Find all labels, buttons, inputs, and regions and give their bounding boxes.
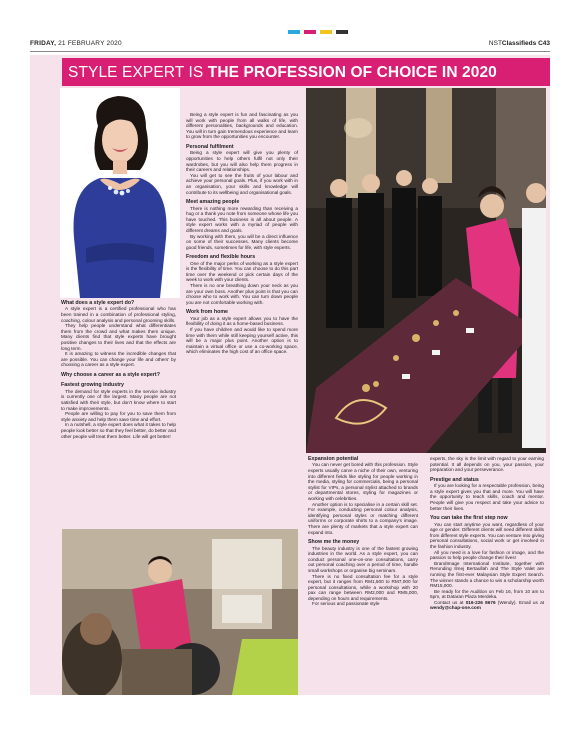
section-label: NSTClassifieds C43 [488,40,550,47]
header-rule [30,51,550,52]
page-header [30,30,550,50]
paragraph: One of the major perks of working as a style expert is the flexibility of time. You can choose to do this part time over the weekend or pick certain days of the week to work with your clients. [186,260,298,283]
heading-expansion-potential: Expansion potential [308,456,359,462]
heading-freedom-flexible-hours: Freedom and flexible hours [186,254,256,261]
paragraph: A style expert is a certified professional who has been trained in a combination of professional styling, coaching, colour analysis and personal grooming skills. [61,306,176,323]
paragraph: There is nothing more rewarding than receiving a hug or a thank you note from someone whose life you have touched. This business is all about people. A style expert works with a myriad of people with different dreams and goals. [186,205,298,233]
paragraph: You can never get bored with this profession. Style experts usually carve a niche of their own, venturing into different fields like styling for people working in the media, styling for commercials, being a personal stylist for VIPs, a personal stylist attached to brands or departmental stores, styling for magazines or working with celebrities. [308,462,418,501]
paragraph: The beauty industry is one of the fastest growing industries in the world. As a style expert, you can conduct personal one-on-one consultations, carry out personal coaching over a period of time, handle small workshops or organise big seminars. [308,545,418,573]
headline: STYLE EXPERT IS THE PROFESSION OF CHOICE IN 2020 [68,64,497,81]
heading-personal-fulfilment: Personal fulfilment [186,143,234,150]
paragraph: All you need is a love for fashion or image, and the passion to help people change their lives! [430,549,544,561]
swatch-yellow [320,30,332,34]
paragraph: Your job as a style expert allows you to have the flexibility of doing it as a home-based business. [186,315,298,327]
paragraph: For serious and passionate style [312,601,380,607]
classroom-photo [62,529,298,695]
column-1 [61,300,176,439]
heading-work-from-home: Work from home [186,309,228,316]
heading-show-me-the-money: Show me the money [308,539,360,546]
heading-prestige-and-status: Prestige and status [430,476,479,483]
paragraph: There is no one breathing down your neck as you are your own boss. Another plus point is that you can choose who to work with. You can turn down people you are not comfortable working with. [186,283,298,305]
event-photo [306,88,546,453]
headline-banner [62,58,550,86]
paragraph: Another option is to specialise in a certain skill set. For example, conducting personal colour analysis, identifying personal styles or matching different uniforms or corporate shirts to a company's image. There are plenty of markets that a style expert can expand into. [308,501,418,535]
swatch-magenta [304,30,316,34]
paragraph: If you have children and would like to spend more time with them while still keeping yourself active, this will be a major plus point. Another option is to maintain a virtual office or use a co-working space, which eliminates the high cost of an office space. [186,327,298,355]
paragraph: If you are looking for a respectable profession, being a style expert gives you that and more. You will have the opportunity to teach skills, coach and mentor. People will give you respect and take your advice to better their lives. [430,483,544,511]
paragraph: There is no fixed consultation fee for a style expert, but it ranges from RM1,500 to RM7,000 for personal consultations, while a workshop with 20 pax can range between RM2,000 and RM5,000, depending on hours and requirements. [308,573,418,601]
paragraph: In a nutshell, a style expert does what it takes to help people look better so that they feel better, do better and other people will treat them better. Life will get better! [61,422,176,439]
column-2 [186,112,298,355]
heading-fastest-growing: Fastest growing industry [61,382,124,389]
paragraph: experts, the sky is the limit with regard to your earning potential. It all depends on you, your passion, your preparation and your perseverance. [430,456,544,473]
swatch-black [336,30,348,34]
portrait-photo [60,88,180,298]
paragraph: By working with them, you will be a direct influence on some of their successes. Many clients become good friends, sometimes for life, with style experts. [186,233,298,250]
issue-date: FRIDAY, 21 FEBRUARY 2020 [30,40,122,47]
paragraph: They help people understand what differentiates them from the crowd and what makes them unique. Many clients find that style experts have brought positive changes to their lives and that the effects are long term. [61,323,176,351]
contact-phone[interactable]: 016-226 8676 [465,599,496,605]
contact-paragraph: Contact us at 016-226 8676 (Wendy). Email us at wendy@chap-one.com [430,599,544,611]
contact-email[interactable]: wendy@chap-one.com [430,605,481,611]
paragraph: People are willing to pay for you to save them from style anxiety and help them save time and effort. [61,411,176,422]
heading-meet-amazing-people: Meet amazing people [186,199,240,206]
paragraph: You will get to see the fruits of your labour and achieve your personal goals. Plus, if you work with in an organisation, your skills and knowledge will contribute to its wellbeing and organisational goals. [186,172,298,195]
heading-what-does: What does a style expert do? [61,300,135,306]
paragraph: You can start anytime you want, regardless of your age or gender. Different clients will need different skills from different style experts. You can venture into giving personal consultations, social work or get involved in the fashion industry. [430,521,544,549]
paragraph: BrandImage International Institute, together with Rerunding Ilmej Bertaullah and The Style Valet are running the first-ever Malaysian Style Expert Search. The winner stands a chance to win a scholarship worth RM15,000. [430,560,544,589]
heading-why-choose: Why choose a career as a style expert? [61,371,160,378]
color-registration-swatches [288,30,348,34]
heading-first-step-now: You can take the first step now [430,515,508,522]
column-4 [430,456,544,611]
swatch-blue [288,30,300,34]
paragraph: Being a style expert will give you plenty of opportunities to help others fulfil not only their wardrobes, but you will also help them progress in their careers and relationships. [186,150,298,173]
paragraph: Be ready for the Audition on Feb 16, from 10 am to 5pm, at Dataran Plaza Merdeka. [430,588,544,600]
column-3 [308,456,418,607]
paragraph: Being a style expert is fun and fascinating as you will work with people from all walks of life, with different personalities, backgrounds and education. You will in turn gain tremendous experience and learn to grow from the opportunities you encounter. [186,112,298,140]
paragraph: The demand for style experts in the service industry is currently one of the largest. Many people are not satisfied with their style, but don't know where to start to make improvements. [61,388,176,411]
paragraph: It is amazing to witness the incredible changes that are possible. You can change your life and others' by choosing a career as a style expert. [61,351,176,368]
